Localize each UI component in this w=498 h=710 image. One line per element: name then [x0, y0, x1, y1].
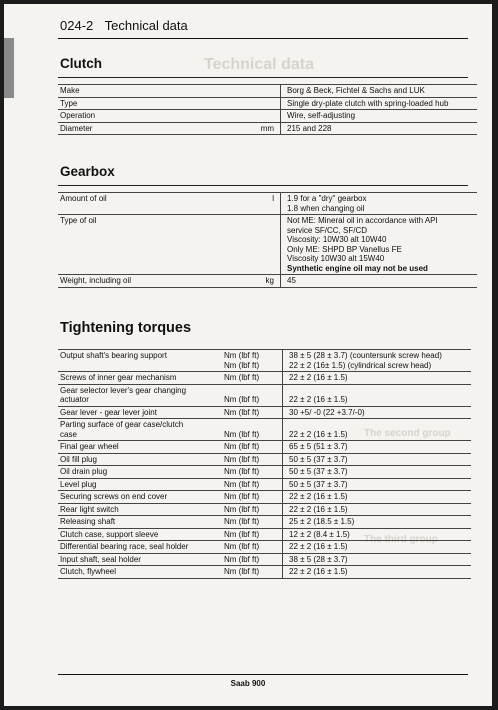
table-row [58, 466, 471, 479]
value-line: 22 ± 2 (16 ± 1.5) [289, 567, 348, 576]
table-row [58, 478, 471, 491]
torque-value [283, 516, 472, 529]
row-unit: kg [248, 275, 281, 288]
bleed-through-text: The third group [364, 534, 438, 545]
value-line: Viscosity: 10W30 alt 10W40 [287, 235, 387, 244]
table-row [58, 275, 477, 288]
label-line: case [60, 429, 77, 439]
page-footer: Saab 900 [230, 679, 266, 688]
table-row [58, 97, 477, 110]
value-line: 50 ± 5 (37 ± 3.7) [289, 479, 348, 489]
value-line: 12 ± 2 (8.4 ± 1.5) [289, 529, 350, 539]
page-header [60, 18, 188, 33]
value-line: 22 ± 2 (16 ± 1.5) [289, 504, 348, 514]
torque-label [58, 503, 222, 516]
table-row [58, 85, 477, 98]
torque-value [283, 528, 472, 541]
table-row [58, 453, 471, 466]
table-row [58, 528, 471, 541]
unit-line: Nm (lbf ft) [224, 492, 260, 501]
section-divider [58, 77, 468, 78]
torque-label [58, 466, 222, 479]
page-tab-marker [4, 38, 14, 98]
torque-unit [222, 528, 283, 541]
label-line: Clutch, flywheel [60, 567, 117, 576]
torque-value [283, 503, 472, 516]
table-row [58, 215, 477, 275]
torque-label [58, 453, 222, 466]
header-divider [58, 38, 468, 39]
torques-table [58, 349, 471, 579]
label-line: Oil drain plug [60, 467, 108, 476]
table-row [58, 503, 471, 516]
torque-label [58, 406, 222, 419]
row-unit: l [248, 193, 281, 215]
row-value [281, 193, 478, 215]
unit-line: Nm (lbf ft) [224, 442, 260, 451]
torque-value [283, 453, 472, 466]
label-line: Output shaft's bearing support [60, 351, 167, 360]
unit-line [224, 386, 276, 396]
torque-label [58, 372, 222, 385]
row-unit [248, 215, 281, 275]
torque-unit [222, 372, 283, 385]
value-line: 1.8 when changing oil [287, 203, 365, 213]
row-label: Make [58, 85, 248, 98]
unit-line: Nm (lbf ft) [224, 467, 260, 476]
label-line: Securing screws on end cover [60, 492, 168, 501]
value-line: 50 ± 5 (37 ± 3.7) [289, 454, 348, 464]
torque-label [58, 553, 222, 566]
torque-value [283, 491, 472, 504]
torque-unit [222, 419, 283, 441]
torque-label [58, 384, 222, 406]
table-row [58, 372, 471, 385]
row-label: Diameter [58, 122, 248, 135]
bleed-through-heading: Technical data [204, 56, 314, 73]
value-line: 30 +5/ -0 (22 +3.7/-0) [289, 407, 365, 417]
unit-line: Nm (lbf ft) [224, 542, 260, 551]
torque-value [283, 553, 472, 566]
table-row [58, 566, 471, 579]
table-row [58, 541, 471, 554]
bleed-through-text: The second group [364, 428, 451, 439]
value-line [289, 386, 469, 396]
torque-unit [222, 553, 283, 566]
torque-value [283, 566, 472, 579]
torque-unit [222, 350, 283, 372]
torque-value [283, 406, 472, 419]
unit-line: Nm (lbf ft) [224, 504, 260, 514]
label-line: Oil fill plug [60, 454, 97, 464]
label-line: Rear light switch [60, 504, 119, 514]
unit-line: Nm (lbf ft) [224, 479, 260, 489]
torque-value [283, 384, 472, 406]
torque-value [283, 350, 472, 372]
row-value: 215 and 228 [281, 122, 478, 135]
value-line: Viscosity 10W30 alt 15W40 [287, 254, 385, 263]
torque-unit [222, 441, 283, 454]
unit-line [224, 420, 276, 430]
value-line: 22 ± 2 (16 ± 1.5) [289, 429, 348, 439]
label-line [60, 361, 220, 371]
torque-label [58, 419, 222, 441]
row-label: Operation [58, 110, 248, 123]
warning-line: Synthetic engine oil may not be used [287, 263, 428, 273]
unit-line: Nm (lbf ft) [224, 429, 260, 439]
value-line [289, 420, 469, 430]
label-line: Gear lever - gear lever joint [60, 407, 157, 417]
label-line: actuator [60, 395, 89, 404]
footer-divider [58, 674, 468, 675]
section-divider [58, 185, 468, 186]
value-line: Not ME: Mineral oil in accordance with API [287, 216, 438, 225]
unit-line: Nm (lbf ft) [224, 407, 260, 417]
torque-value [283, 441, 472, 454]
unit-line: Nm (lbf ft) [224, 373, 260, 382]
page-title: Technical data [104, 18, 188, 33]
torque-value [283, 541, 472, 554]
table-row [58, 350, 471, 372]
row-label: Type of oil [58, 215, 248, 275]
label-line: Differential bearing race, seal holder [60, 542, 189, 551]
table-row [58, 553, 471, 566]
gearbox-table [58, 192, 477, 288]
label-line: Level plug [60, 479, 97, 489]
row-label: Amount of oil [58, 193, 248, 215]
value-line: 22 ± 2 (16 ± 1.5) [289, 492, 348, 501]
value-line: 38 ± 5 (28 ± 3.7) (countersunk screw head) [289, 351, 442, 360]
torque-label [58, 478, 222, 491]
unit-line: Nm (lbf ft) [224, 395, 260, 404]
value-line: 25 ± 2 (18.5 ± 1.5) [289, 517, 355, 526]
torque-unit [222, 453, 283, 466]
torque-label [58, 441, 222, 454]
value-line: 65 ± 5 (51 ± 3.7) [289, 442, 348, 451]
value-line: 1.9 for a "dry" gearbox [287, 194, 367, 203]
unit-line: Nm (lbf ft) [224, 517, 260, 526]
table-row [58, 406, 471, 419]
clutch-table [58, 84, 477, 135]
row-unit: mm [248, 122, 281, 135]
label-line: Parting surface of gear case/clutch [60, 420, 184, 429]
torque-value [283, 478, 472, 491]
value-line: 38 ± 5 (28 ± 3.7) [289, 554, 348, 564]
table-row [58, 516, 471, 529]
torque-unit [222, 566, 283, 579]
table-row [58, 110, 477, 123]
torque-unit [222, 406, 283, 419]
torque-value [283, 372, 472, 385]
unit-line: Nm (lbf ft) [224, 454, 260, 464]
value-line: 22 ± 2 (16± 1.5) (cylindrical screw head) [289, 360, 432, 370]
row-value: 45 [281, 275, 478, 288]
unit-line: Nm (lbf ft) [224, 567, 260, 576]
torque-label [58, 350, 222, 372]
unit-line: Nm (lbf ft) [224, 529, 260, 539]
label-line: Clutch case, support sleeve [60, 529, 159, 539]
table-row [58, 122, 477, 135]
row-value: Single dry-plate clutch with spring-loaded hub [281, 97, 478, 110]
value-line: 22 ± 2 (16 ± 1.5) [289, 373, 348, 382]
row-unit [248, 110, 281, 123]
torque-label [58, 491, 222, 504]
value-line: Only ME: SHPD BP Vanellus FE [287, 244, 402, 254]
torques-heading: Tightening torques [60, 320, 192, 336]
torque-unit [222, 384, 283, 406]
unit-line: Nm (lbf ft) [224, 554, 260, 564]
torque-unit [222, 516, 283, 529]
label-line: Input shaft, seal holder [60, 554, 141, 564]
unit-line: Nm (lbf ft) [224, 351, 260, 360]
table-row [58, 193, 477, 215]
table-row [58, 491, 471, 504]
table-row [58, 419, 471, 441]
row-label: Type [58, 97, 248, 110]
torque-label [58, 516, 222, 529]
torque-value [283, 466, 472, 479]
section-number: 024-2 [60, 18, 94, 33]
label-line: Releasing shaft [60, 517, 116, 526]
value-line: 50 ± 5 (37 ± 3.7) [289, 467, 348, 476]
row-value: Borg & Beck, Fichtel & Sachs and LUK [281, 85, 478, 98]
clutch-heading: Clutch [60, 56, 102, 71]
document-page [4, 4, 492, 706]
gearbox-heading: Gearbox [60, 164, 115, 179]
row-label: Weight, including oil [58, 275, 248, 288]
value-line: 22 ± 2 (16 ± 1.5) [289, 542, 348, 551]
torque-unit [222, 491, 283, 504]
label-line: Screws of inner gear mechanism [60, 373, 177, 382]
torque-unit [222, 466, 283, 479]
row-unit [248, 85, 281, 98]
torque-label [58, 566, 222, 579]
torque-label [58, 528, 222, 541]
label-line: Gear selector lever's gear changing [60, 385, 187, 395]
torque-unit [222, 478, 283, 491]
row-unit [248, 97, 281, 110]
unit-line: Nm (lbf ft) [224, 360, 260, 370]
torque-unit [222, 541, 283, 554]
torque-label [58, 541, 222, 554]
table-row [58, 384, 471, 406]
torque-value [283, 419, 472, 441]
value-line: service SF/CC, SF/CD [287, 225, 368, 235]
label-line: Final gear wheel [60, 442, 119, 451]
row-value: Wire, self-adjusting [281, 110, 478, 123]
torque-unit [222, 503, 283, 516]
row-value [281, 215, 478, 275]
table-row [58, 441, 471, 454]
value-line: 22 ± 2 (16 ± 1.5) [289, 395, 348, 404]
